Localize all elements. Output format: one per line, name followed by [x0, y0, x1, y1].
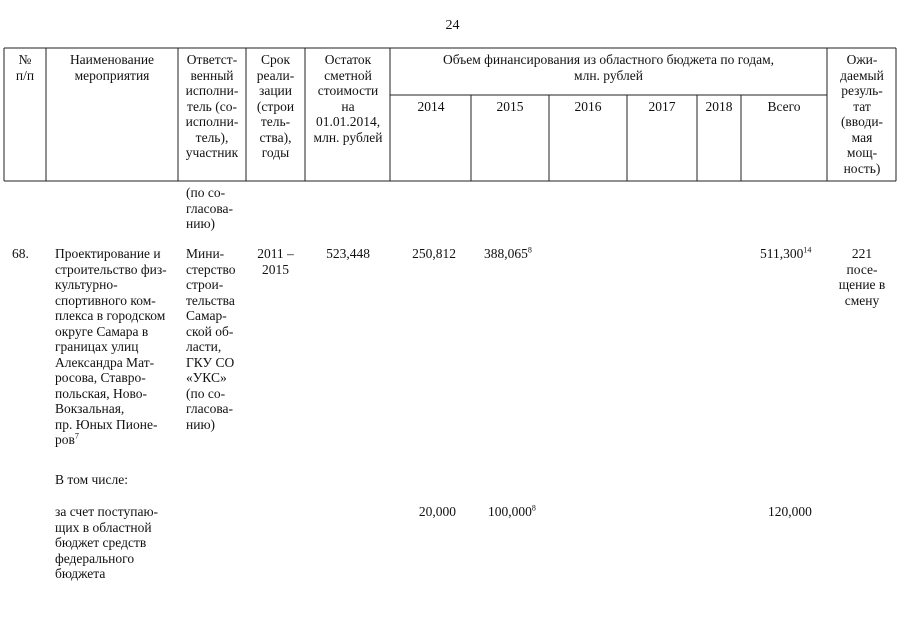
row-2015-footnote: 8 [527, 245, 532, 255]
header-col-balance: Остаток сметной стоимости на 01.01.2014, млн. рублей [313, 52, 383, 145]
header-year-total: Всего [767, 99, 801, 114]
subrow-2014: 20,000 [418, 504, 456, 519]
header-year-2015: 2015 [496, 99, 524, 114]
subrow-name: за счет поступаю- щих в областной бюджет средств федерального бюджета [55, 504, 159, 581]
row-number: 68. [12, 246, 29, 261]
row-term: 2011 – 2015 [257, 246, 294, 277]
carry-over-text: (по со- гласова- нию) [186, 185, 234, 231]
row-total-value: 511,300 [760, 246, 804, 261]
subrow-total: 120,000 [768, 504, 812, 519]
row-name-footnote: 7 [74, 431, 79, 441]
row-result: 221 посе- щение в смену [838, 246, 886, 308]
header-year-2016: 2016 [574, 99, 602, 114]
row-2014: 250,812 [412, 246, 456, 261]
row-balance: 523,448 [326, 246, 370, 261]
header-funding-title: Объем финансирования из областного бюджета по годам, млн. рублей [442, 52, 775, 83]
subrow-2015-footnote: 8 [531, 503, 536, 513]
row-2015 [484, 246, 548, 262]
header-year-2017: 2017 [648, 99, 676, 114]
row-name-text: Проектирование и строительство физ- культурно- спортивного ком- плекса в городском округе Самара в границах улиц Александра Мат- росова, Ставро- польская, Ново- Вокзальная, пр. Юных Пионе- ров [55, 246, 167, 447]
row-2015-value: 388,065 [484, 246, 528, 261]
page-number: 24 [445, 18, 460, 33]
header-col-num: № п/п [15, 52, 35, 83]
header-year-2018: 2018 [705, 99, 733, 114]
row-name [55, 246, 179, 448]
header-col-result: Ожи- даемый резуль- тат (вводи- мая мощ- ность) [840, 52, 884, 176]
header-col-name: Наименование мероприятия [69, 52, 155, 83]
including-label: В том числе: [55, 472, 128, 487]
row-total-footnote: 14 [803, 245, 812, 255]
header-col-executor: Ответст- венный исполни- тель (со- исполни- тель), участник [185, 52, 239, 160]
subrow-2015-value: 100,000 [488, 504, 532, 519]
row-total [760, 246, 826, 262]
header-col-term: Срок реали- зации (строи тель- ства), годы [256, 52, 295, 160]
header-year-2014: 2014 [417, 99, 445, 114]
subrow-2015 [488, 504, 548, 520]
row-executor: Мини- стерство строи- тельства Самар- ской об- ласти, ГКУ СО «УКС» (по со- гласова- нию) [186, 246, 236, 432]
